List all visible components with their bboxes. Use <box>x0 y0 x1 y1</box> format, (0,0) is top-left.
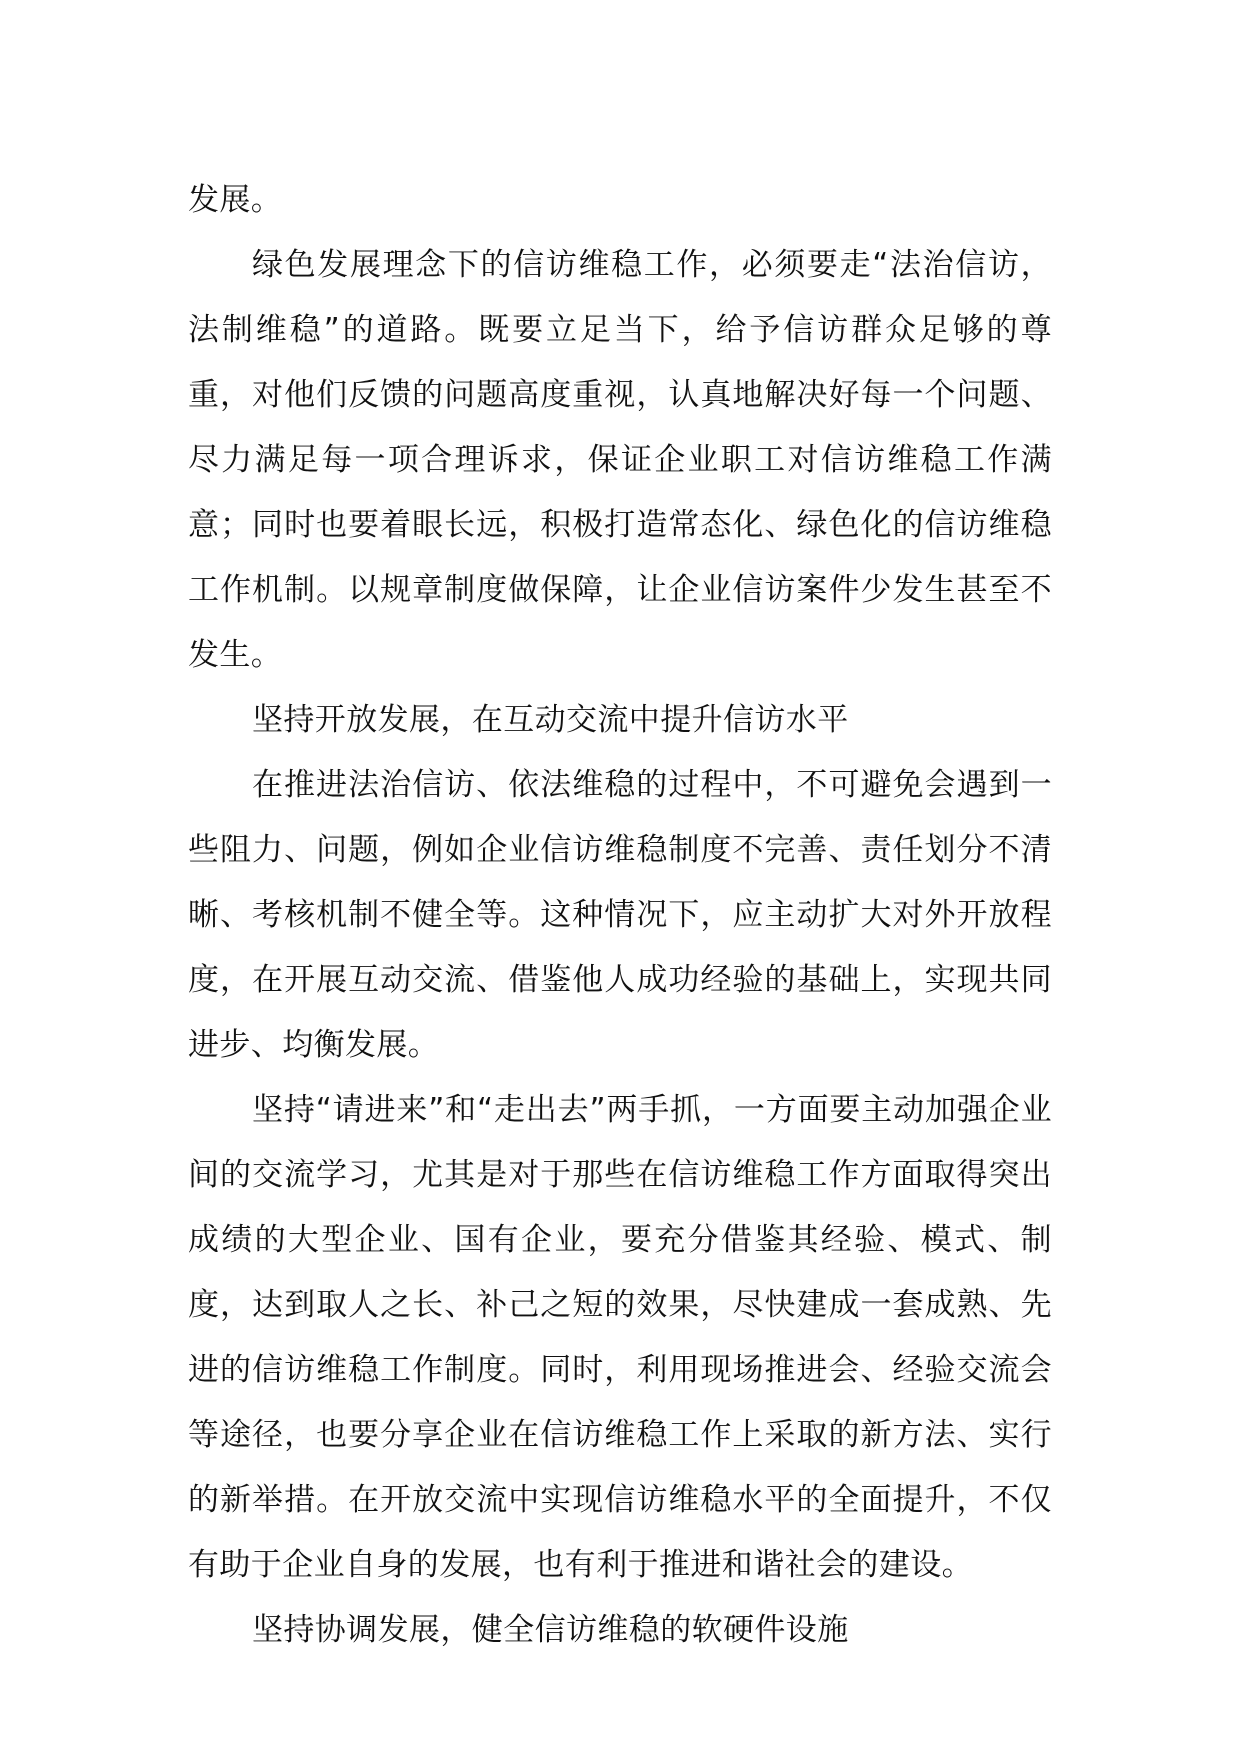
paragraph-rule-of-law: 在推进法治信访、依法维稳的过程中，不可避免会遇到一些阻力、问题，例如企业信访维稳制度不完善、责任划分不清晰、考核机制不健全等。这种情况下，应主动扩大对外开放程度，在开展互动交流、借鉴他人成功经验的基础上，实现共同进步、均衡发展。 <box>188 767 1052 1063</box>
paragraph-exchange-learning: 坚持“请进来”和“走出去”两手抓，一方面要主动加强企业间的交流学习，尤其是对于那些在信访维稳工作方面取得突出成绩的大型企业、国有企业，要充分借鉴其经验、模式、制度，达到取人之长、补己之短的效果，尽快建成一套成熟、先进的信访维稳工作制度。同时，利用现场推进会、经验交流会等途径，也要分享企业在信访维稳工作上采取的新方法、实行的新举措。在开放交流中实现信访维稳水平的全面提升，不仅有助于企业自身的发展，也有利于推进和谐社会的建设。 <box>188 1092 1052 1583</box>
paragraph-continuation: 发展。 <box>188 182 283 218</box>
paragraph-green-development: 绿色发展理念下的信访维稳工作，必须要走“法治信访，法制维稳”的道路。既要立足当下，给予信访群众足够的尊重，对他们反馈的问题高度重视，认真地解决好每一个问题、尽力满足每一项合理诉求，保证企业职工对信访维稳工作满意；同时也要着眼长远，积极打造常态化、绿色化的信访维稳工作机制。以规章制度做保障，让企业信访案件少发生甚至不发生。 <box>188 247 1052 673</box>
document-page <box>188 168 1052 1663</box>
section-heading-open-development: 坚持开放发展，在互动交流中提升信访水平 <box>252 702 849 738</box>
section-heading-coordinated-development: 坚持协调发展，健全信访维稳的软硬件设施 <box>252 1612 849 1648</box>
